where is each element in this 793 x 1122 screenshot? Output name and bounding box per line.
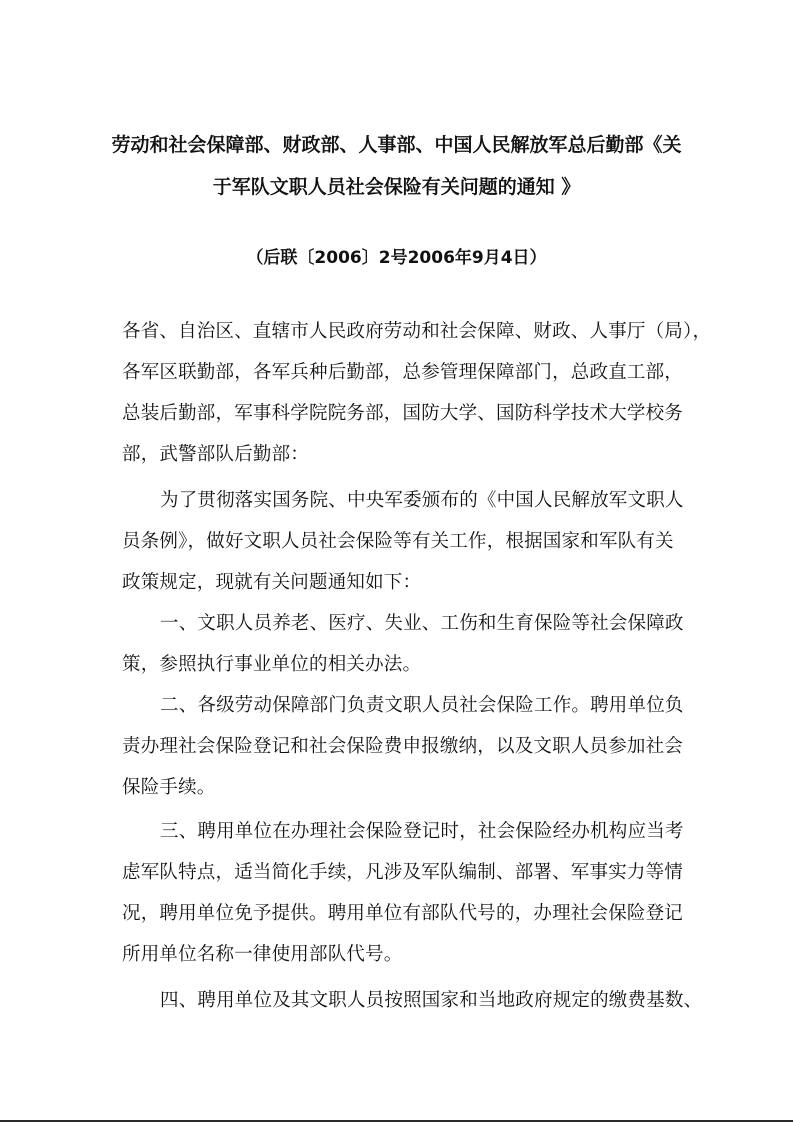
body-paragraph-line: 所用单位名称一律使用部队代号。 xyxy=(122,944,403,965)
document-title-line-2: 于军队文职人员社会保险有关问题的通知 》 xyxy=(212,176,581,198)
body-paragraph-line: 责办理社会保险登记和社会保险费申报缴纳，以及文职人员参加社会 xyxy=(122,736,684,757)
body-paragraph-line: 四、聘用单位及其文职人员按照国家和当地政府规定的缴费基数、 xyxy=(160,990,703,1011)
document-subtitle: （后联〔2006〕2号2006年9月4日） xyxy=(246,248,547,268)
addressee-line: 各省、自治区、直辖市人民政府劳动和社会保障、财政、人事厅（局）， xyxy=(122,321,712,342)
body-paragraph-line: 一、文职人员养老、医疗、失业、工伤和生育保险等社会保障政 xyxy=(160,613,684,634)
body-paragraph-line: 策，参照执行事业单位的相关办法。 xyxy=(122,654,422,675)
body-paragraph-line: 为了贯彻落实国务院、中央军委颁布的《中国人民解放军文职人 xyxy=(160,490,684,511)
body-paragraph-line: 三、聘用单位在办理社会保险登记时，社会保险经办机构应当考 xyxy=(160,821,684,842)
body-paragraph-line: 保险手续。 xyxy=(122,777,216,798)
body-paragraph-line: 二、各级劳动保障部门负责文职人员社会保险工作。聘用单位负 xyxy=(160,695,684,716)
document-title-line-1: 劳动和社会保障部、财政部、人事部、中国人民解放军总后勤部《关 xyxy=(111,134,682,156)
body-paragraph-line: 政策规定，现就有关问题通知如下： xyxy=(122,572,422,593)
body-paragraph-line: 虑军队特点，适当简化手续，凡涉及军队编制、部署、军事实力等情 xyxy=(122,862,684,883)
addressee-line: 总装后勤部，军事科学院院务部，国防大学、国防科学技术大学校务 xyxy=(122,403,684,424)
addressee-line: 部，武警部队后勤部： xyxy=(122,444,310,465)
body-paragraph-line: 员条例》，做好文职人员社会保险等有关工作，根据国家和军队有关 xyxy=(122,531,674,552)
addressee-line: 各军区联勤部，各军兵种后勤部，总参管理保障部门，总政直工部， xyxy=(122,362,684,383)
body-paragraph-line: 况，聘用单位免予提供。聘用单位有部队代号的，办理社会保险登记 xyxy=(122,903,684,924)
